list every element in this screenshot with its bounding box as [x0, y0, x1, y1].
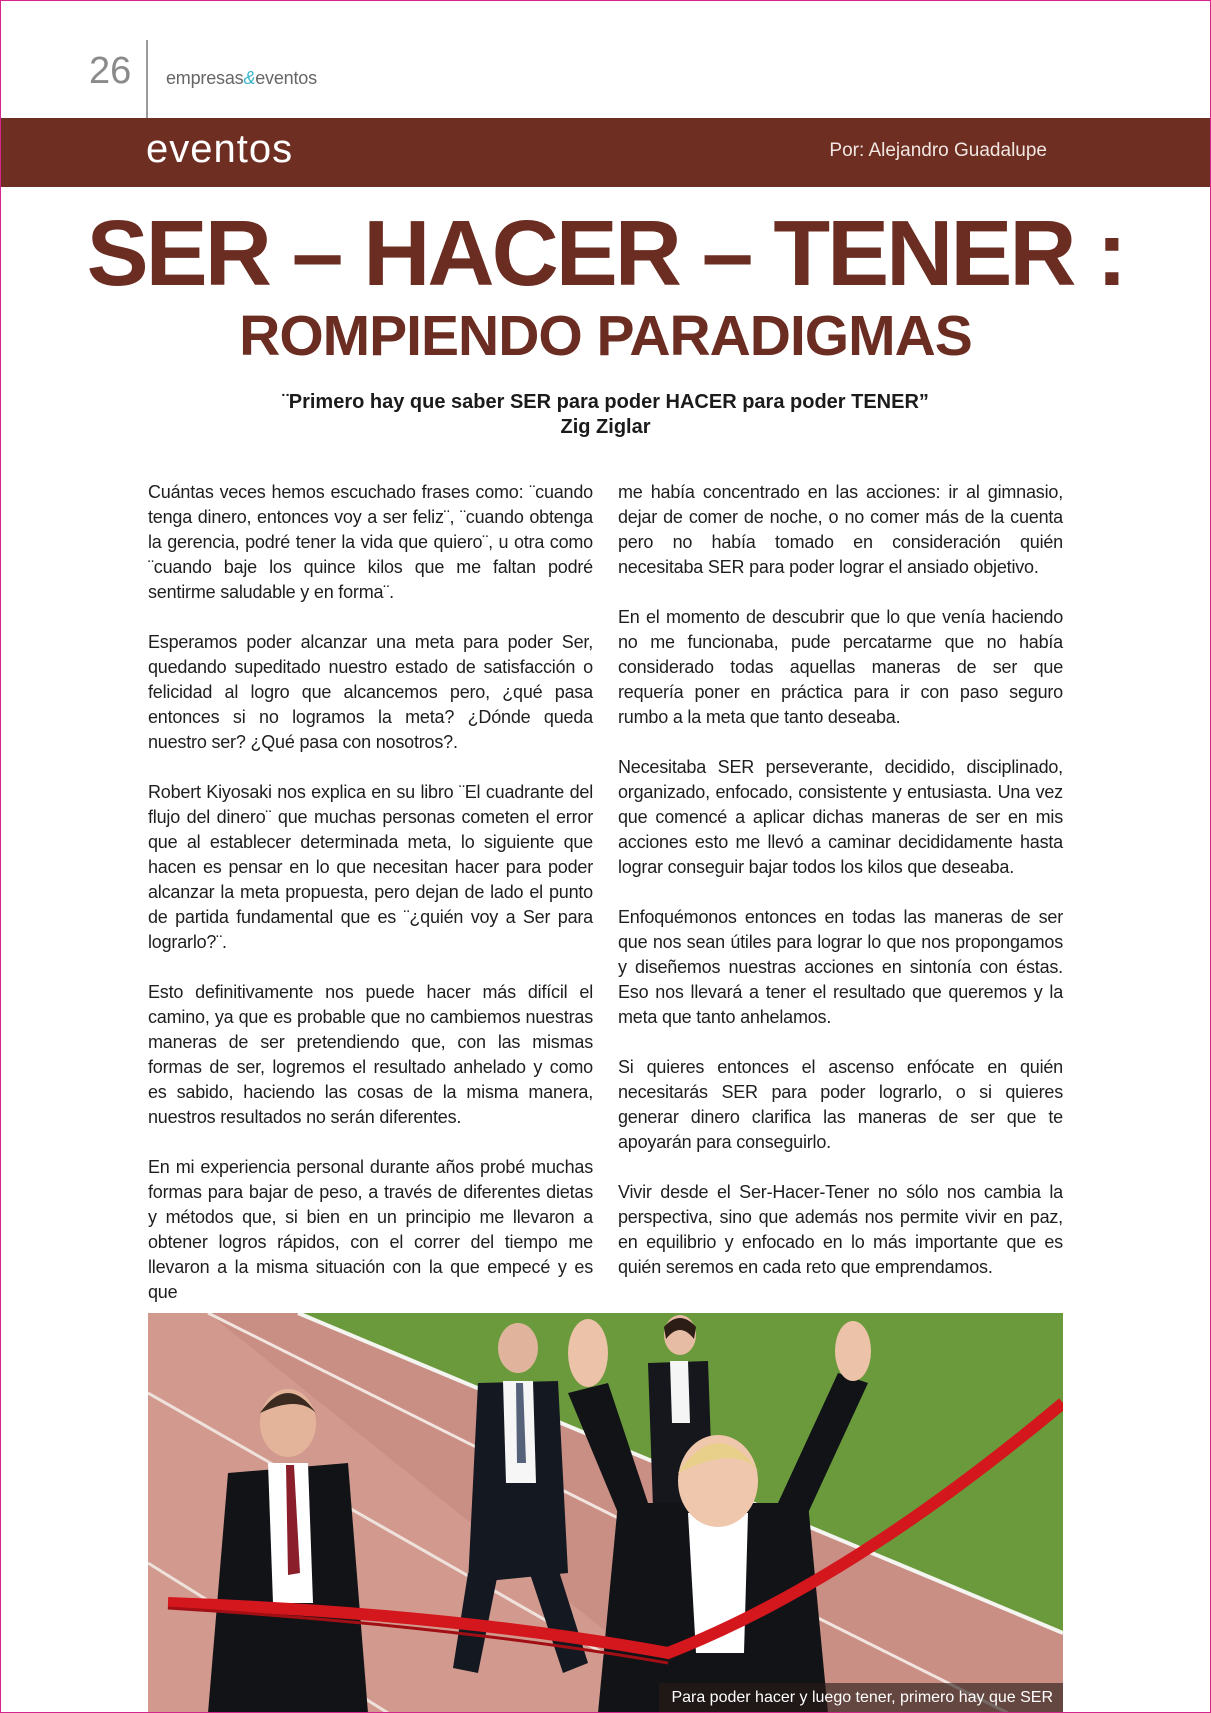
paragraph: Si quieres entonces el ascenso enfócate en quién necesitarás SER para poder lograrlo, o si quieres generar dinero clarifica las maneras de ser que te apoyarán para conseguirlo.: [618, 1057, 1063, 1152]
epigraph-quote: ¨Primero hay que saber SER para poder HACER para poder TENER”: [282, 391, 929, 413]
epigraph-author: Zig Ziglar: [560, 416, 651, 438]
magazine-name-part2: eventos: [255, 68, 317, 88]
magazine-ampersand: &: [243, 68, 256, 88]
article-photo: [148, 1313, 1063, 1713]
article-subtitle: ROMPIENDO PARADIGMAS: [239, 304, 972, 368]
page-number: 26: [89, 50, 132, 92]
paragraph: me había concentrado en las acciones: ir al gimnasio, dejar de comer de noche, o no comer más de la cuenta pero no había tomado en consideración quién necesitaba SER para poder lograr el ansiado objetivo.: [618, 482, 1063, 577]
paragraph: Necesitaba SER perseverante, decidido, disciplinado, organizado, enfocado, consistente y entusiasta. Una vez que comencé a aplicar dichas maneras de ser en mis acciones esto me llevó a caminar decididamente hasta lograr conseguir bajar todos los kilos que deseaba.: [618, 757, 1063, 877]
paragraph: Esto definitivamente nos puede hacer más difícil el camino, ya que es probable que no cambiemos nuestras maneras de ser pretendiendo que, con las mismas formas de ser, logremos el resultado anhelado y como es sabido, haciendo las cosas de la misma manera, nuestros resultados no serán diferentes.: [148, 982, 593, 1127]
article-column-right: [618, 480, 1063, 1305]
paragraph: Cuántas veces hemos escuchado frases como: ¨cuando tenga dinero, entonces voy a ser feliz¨, ¨cuando obtenga la gerencia, podré tener la vida que quiero¨, u otra como ¨cuando baje los quince kilos que me faltan podré sentirme saludable y en forma¨.: [148, 482, 593, 602]
paragraph: Vivir desde el Ser-Hacer-Tener no sólo nos cambia la perspectiva, sino que además nos permite vivir en paz, en equilibrio y enfocado en lo más importante que es quién seremos en cada reto que emprendamos.: [618, 1182, 1063, 1277]
paragraph: En mi experiencia personal durante años probé muchas formas para bajar de peso, a través de diferentes dietas y métodos que, si bien en un principio me llevaron a obtener logros rápidos, con el correr del tiempo me llevaron a la misma situación con la que empecé y es que: [148, 1157, 593, 1302]
header-divider: [146, 40, 148, 118]
race-finish-illustration: [148, 1313, 1063, 1713]
author-byline: Por: Alejandro Guadalupe: [829, 140, 1047, 161]
photo-caption: Para poder hacer y luego tener, primero hay que SER: [659, 1683, 1063, 1713]
paragraph: Robert Kiyosaki nos explica en su libro ¨El cuadrante del flujo del dinero¨ que muchas personas cometen el error que al establecer determinada meta, lo siguiente que hacen es pensar en lo que necesitan hacer para poder alcanzar la meta propuesta, pero dejan de lado el punto de partida fundamental que es ¨¿quién voy a Ser para lograrlo?¨.: [148, 782, 593, 952]
paragraph: Esperamos poder alcanzar una meta para poder Ser, quedando supeditado nuestro estado de satisfacción o felicidad al logro que alcancemos pero, ¿qué pasa entonces si no logramos la meta? ¿Dónde queda nuestro ser? ¿Qué pasa con nosotros?.: [148, 632, 593, 752]
article-title: SER – HACER – TENER :: [86, 201, 1125, 305]
magazine-logo: [166, 68, 317, 89]
epigraph: [0, 390, 1211, 440]
article-column-left: [148, 480, 593, 1330]
section-name: eventos: [146, 127, 294, 171]
paragraph: Enfoquémonos entonces en todas las maneras de ser que nos sean útiles para lograr lo que nos propongamos y diseñemos nuestras acciones en sintonía con éstas. Eso nos llevará a tener el resultado que queremos y la meta que tanto anhelamos.: [618, 907, 1063, 1027]
paragraph: En el momento de descubrir que lo que venía haciendo no me funcionaba, pude percatarme que no había considerado todas aquellas maneras de ser que requería poner en práctica para ir con paso seguro rumbo a la meta que tanto deseaba.: [618, 607, 1063, 727]
magazine-name-part1: empresas: [166, 68, 244, 88]
